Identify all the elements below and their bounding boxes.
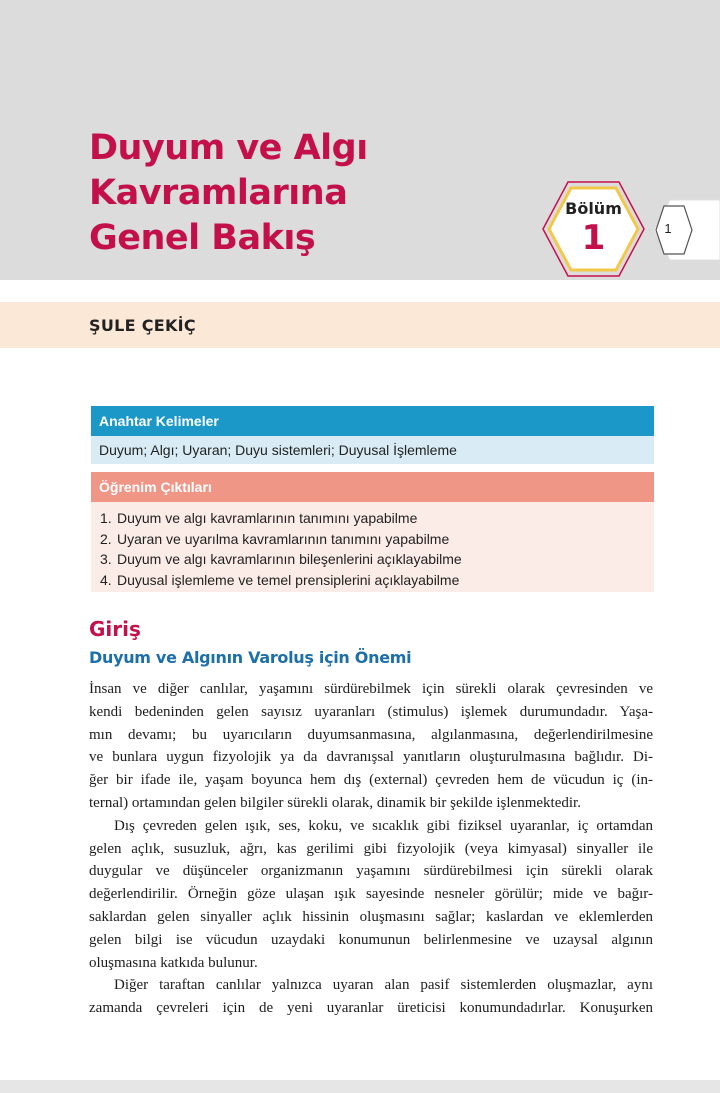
- list-item-text: Duyum ve algı kavramlarının bileşenlerini açıklayabilme: [117, 551, 462, 567]
- text-line: değerlendirilir. Örneğin göze ulaşan ışık sayesinde nesneler görülür; mide ve bağır-: [89, 886, 653, 903]
- paragraph: [89, 974, 653, 1020]
- text-line: İnsan ve diğer canlılar, yaşamını sürdürebilmek için sürekli olarak çevresinden ve: [89, 681, 653, 697]
- list-item-number: 4.: [100, 571, 112, 588]
- text-line: Diğer taraftan canlılar yalnızca uyaran alan pasif sistemlerden oluşmazlar, aynı: [114, 977, 653, 994]
- chapter-badge-number: 1: [581, 218, 606, 258]
- list-item-text: Duyusal işlemleme ve temel prensiplerini açıklayabilme: [117, 571, 460, 588]
- list-item: [100, 570, 654, 591]
- chapter-badge-label: Bölüm: [565, 199, 622, 218]
- text-line: ternal) ortamından gelen bilgiler sürekli olarak, dinamik bir şekilde işlenmektedir.: [89, 794, 581, 811]
- text-line: kendi bedeninden gelen sayısız uyaranları (stimulus) işlemek durumundadır. Yaşa-: [89, 703, 653, 720]
- page-number: 1: [664, 221, 672, 236]
- text-line: mın devamı; bu uyarıcıların duyumsanmasına, algılanmasına, değerlendirilmesine: [89, 726, 653, 743]
- paragraph: [89, 815, 653, 975]
- chapter-title-line: Duyum ve Algı: [89, 128, 368, 168]
- body-text: [89, 678, 653, 1020]
- chapter-title-line: Kavramlarına: [89, 173, 348, 213]
- author-name: ŞULE ÇEKİÇ: [89, 316, 196, 335]
- learning-outcomes-list: [100, 508, 654, 590]
- text-line: gelen bilgi ise vücudun uzaydaki konumunun belirlenmesine ve uzaysal algının: [89, 931, 653, 948]
- text-line: Dış çevreden gelen ışık, ses, koku, ve sıcaklık gibi fiziksel uyaranlar, iç ortamdan: [114, 817, 653, 834]
- text-line: gelen açlık, susuzluk, ağrı, kas gerilimi gibi fizyolojik (veya kimyasal) sinyaller ile: [89, 840, 653, 857]
- paragraph: [89, 678, 653, 815]
- keywords-text: Duyum; Algı; Uyaran; Duyu sistemleri; Duyusal İşlemleme: [91, 436, 654, 464]
- list-item-text: Duyum ve algı kavramlarının tanımını yapabilme: [117, 510, 418, 526]
- text-line: ğer bir ifade ile, yaşam boyunca hem dış (external) çevreden hem de vücudun iç (in-: [89, 772, 653, 789]
- keywords-heading: Anahtar Kelimeler: [91, 406, 654, 436]
- page-number-tab: [640, 198, 720, 262]
- chapter-title: [89, 126, 368, 261]
- list-item: [100, 549, 654, 570]
- chapter-title-line: Genel Bakış: [89, 218, 316, 258]
- list-item-number: 2.: [100, 530, 112, 547]
- list-item-text: Uyaran ve uyarılma kavramlarının tanımını yapabilme: [117, 530, 450, 547]
- text-line: zamanda çevreleri için de yeni uyaranlar üreticisi konumundadırlar. Konuşurken: [89, 1000, 653, 1017]
- list-item-number: 3.: [100, 551, 112, 567]
- text-line: saklardan gelen sinyaller açlık hissinin oluşmasını sağlar; kaslardan ve eklemlerden: [89, 908, 653, 925]
- learning-outcomes-heading: Öğrenim Çıktıları: [91, 472, 654, 502]
- text-line: duygular ve düşünceler organizmanın yaşamını sürdürebilmesi için sürekli olarak: [89, 863, 653, 880]
- subsection-heading: Duyum ve Algının Varoluş için Önemi: [89, 648, 412, 667]
- learning-outcomes-box: [91, 502, 654, 592]
- list-item: [100, 529, 654, 550]
- page-bottom-edge: [0, 1080, 720, 1093]
- text-line: oluşmasına katkıda bulunur.: [89, 954, 258, 971]
- text-line: ve bunlara uygun fizyolojik ya da davranışsal yanıtların oluşturulmasına bağlıdır. Di-: [89, 749, 653, 766]
- list-item-number: 1.: [100, 510, 112, 526]
- list-item: [100, 508, 654, 529]
- section-heading: Giriş: [89, 617, 141, 641]
